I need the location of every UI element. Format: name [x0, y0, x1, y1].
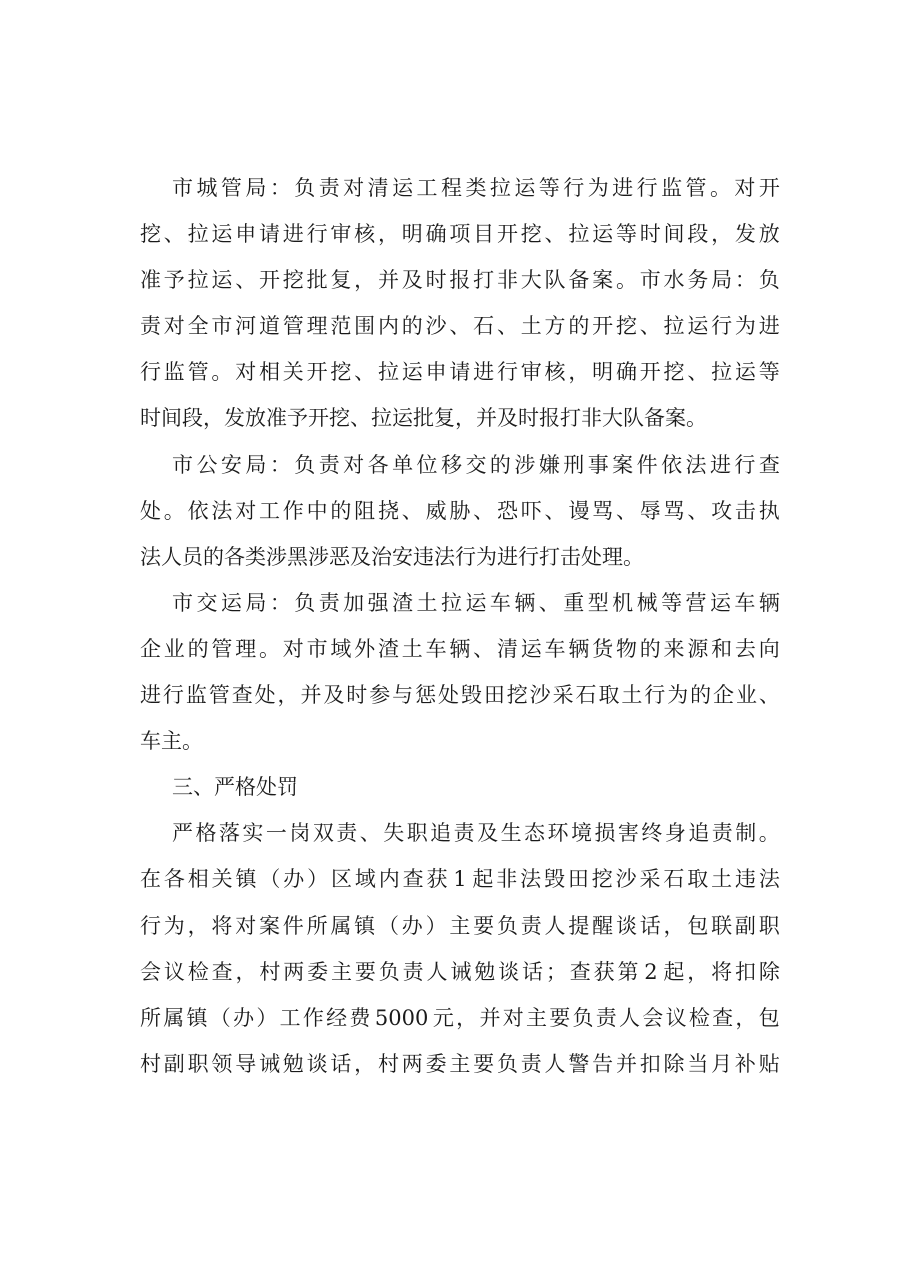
text-line: 严 格 落 实 一 岗 双 责 、 失 职 追 责 及 生 态 环 境 损 害 终 身 追 责 制 。 [172, 821, 780, 846]
document-body [140, 165, 780, 1087]
text-line: 市 交 运 局 ： 负 责 加 强 渣 土 拉 运 车 辆 、 重 型 机 械 等 营 运 车 辆 [172, 590, 780, 615]
text-line: 市 城 管 局 ： 负 责 对 清 运 工 程 类 拉 运 等 行 为 进 行 监 管 。 对 开 [172, 176, 780, 200]
text-line: 准 予 拉 运 、 开 挖 批 复 ， 并 及 时 报 打 非 大 队 备 案 。 市 水 务 局 ： 负 [140, 268, 780, 293]
text-line: 法人员的各类涉黑涉恶及治安违法行为进行打击处理。 [140, 544, 644, 569]
text-line: 车主。 [140, 729, 203, 754]
text-line: 市 公 安 局 ： 负 责 对 各 单 位 移 交 的 涉 嫌 刑 事 案 件 依 法 进 行 查 [172, 452, 780, 477]
text-line: 企 业 的 管 理 。 对 市 域 外 渣 土 车 辆 、 清 运 车 辆 货 物 的 来 源 和 去 向 [140, 636, 780, 661]
text-line: 进 行 监 管 查 处 ， 并 及 时 参 与 惩 处 毁 田 挖 沙 采 石 取 土 行 为 的 企 业 、 [140, 683, 780, 708]
text-line: 行 监 管 。 对 相 关 开 挖 、 拉 运 申 请 进 行 审 核 ， 明 确 开 挖 、 拉 运 等 [140, 360, 780, 385]
text-line: 时间段，发放准予开挖、拉运批复，并及时报打非大队备案。 [140, 406, 707, 431]
text-line: 责 对 全 市 河 道 管 理 范 围 内 的 沙 、 石 、 土 方 的 开 挖 、 拉 运 行 为 进 [140, 314, 780, 339]
text-line: 在 各 相 关 镇 （ 办 ） 区 域 内 查 获 1 起 非 法 毁 田 挖 沙 采 石 取 土 违 法 [140, 867, 780, 892]
text-line: 行 为 ， 将 对 案 件 所 属 镇 （ 办 ） 主 要 负 责 人 提 醒 谈 话 ， 包 联 副 职 [140, 913, 780, 938]
text-line: 会 议 检 查 ， 村 两 委 主 要 负 责 人 诫 勉 谈 话 ； 查 获 第 2 起 ， 将 扣 除 [140, 959, 780, 984]
text-line: 处 。 依 法 对 工 作 中 的 阻 挠 、 威 胁 、 恐 吓 、 谩 骂 、 辱 骂 、 攻 击 执 [140, 498, 780, 523]
text-line: 三、严格处罚 [172, 775, 298, 800]
text-line: 村 副 职 领 导 诫 勉 谈 话 ， 村 两 委 主 要 负 责 人 警 告 并 扣 除 当 月 补 贴 [140, 1051, 780, 1076]
text-line: 挖 、 拉 运 申 请 进 行 审 核 ， 明 确 项 目 开 挖 、 拉 运 等 时 间 段 ， 发 放 [140, 222, 780, 247]
text-line: 所 属 镇 （ 办 ） 工 作 经 费 5000 元 ， 并 对 主 要 负 责 人 会 议 检 查 ， 包 [140, 1005, 780, 1030]
